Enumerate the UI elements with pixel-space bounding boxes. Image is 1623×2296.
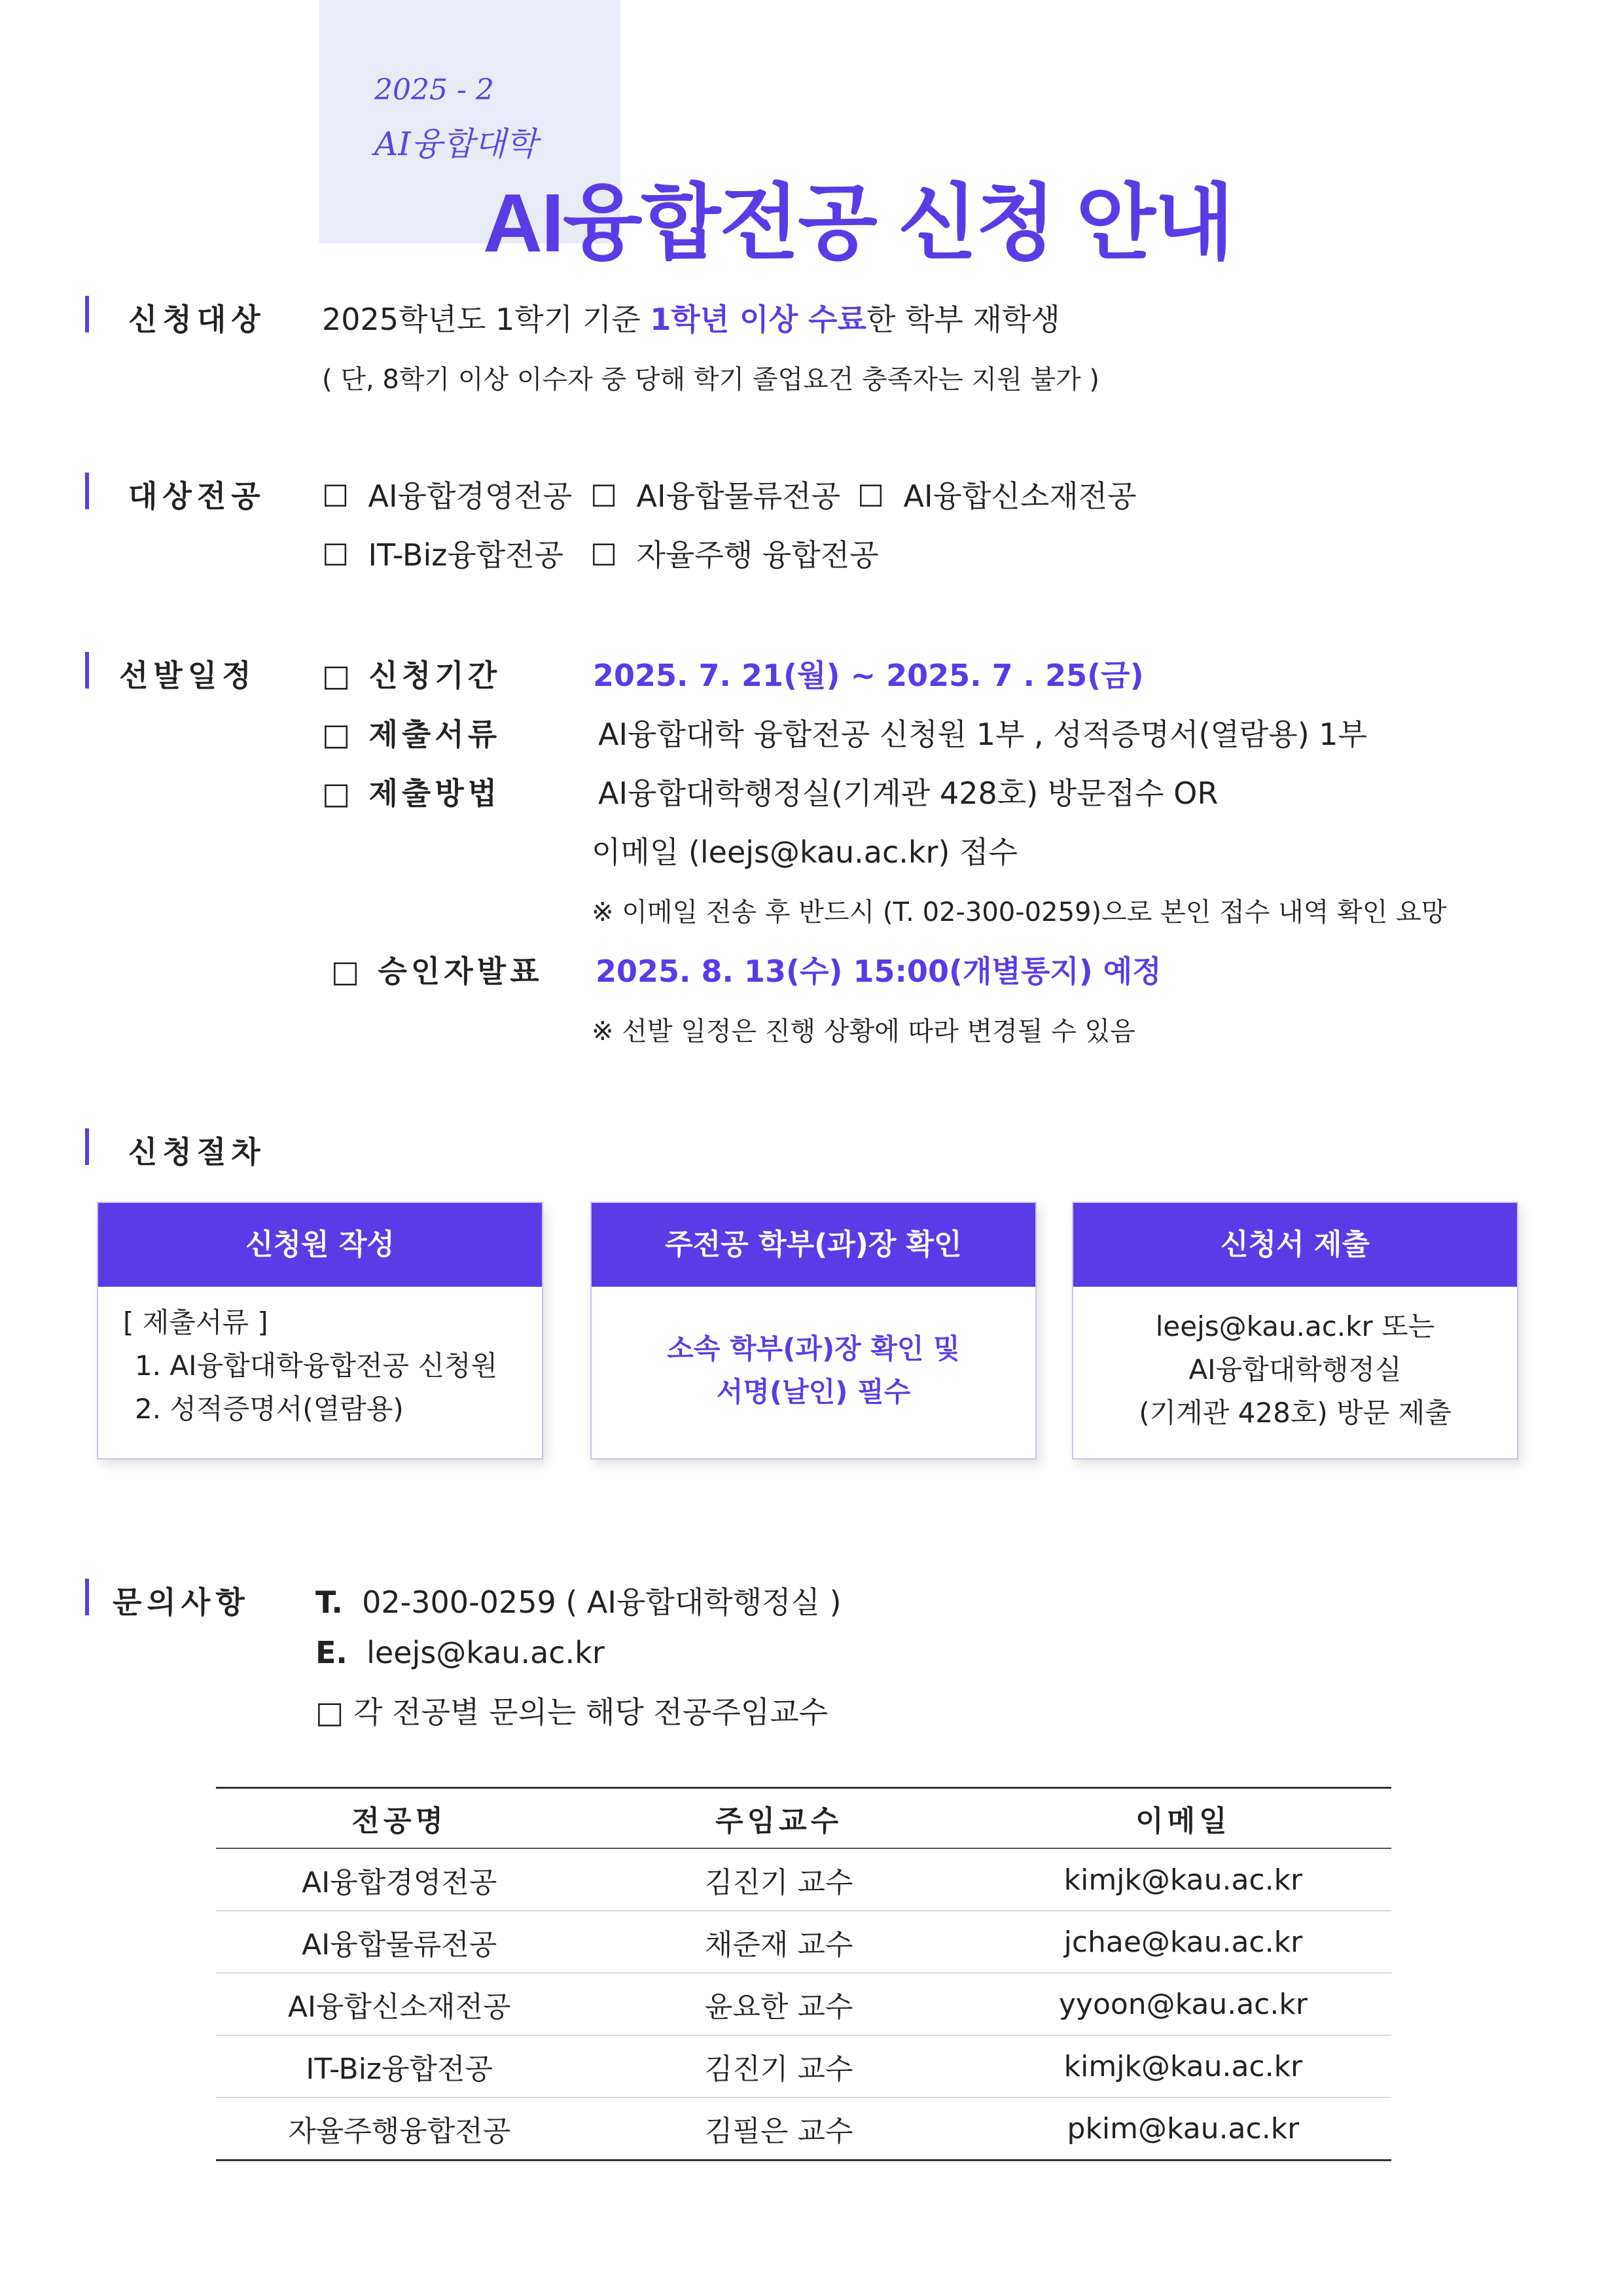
major-checkbox[interactable]: ☐ IT-Biz융합전공 [322, 537, 564, 573]
email-cell[interactable]: kimjk@kau.ac.kr [975, 2036, 1391, 2098]
eligibility-line2: ( 단, 8학기 이상 이수자 중 당해 학기 졸업요건 충족자는 지원 불가 ) [322, 365, 1099, 395]
method-value: AI융합대학행정실(기계관 428호) 방문접수 OR [598, 776, 1219, 811]
step-line: 서명(날인) 필수 [716, 1376, 911, 1408]
step-line: 소속 학부(과)장 확인 및 [667, 1333, 960, 1365]
section-bar [85, 296, 89, 332]
major-checkbox[interactable]: ☐ 자율주행 융합전공 [590, 537, 879, 573]
email-cell[interactable]: pkim@kau.ac.kr [975, 2098, 1391, 2161]
professor-cell: 김진기 교수 [582, 1848, 974, 1911]
eligibility-line1: 2025학년도 1학기 기준 1학년 이상 수료한 학부 재학생 [322, 302, 1060, 337]
docs-value: AI융합대학 융합전공 신청원 1부 , 성적증명서(열람용) 1부 [598, 717, 1367, 752]
step-card-1 [97, 1202, 543, 1460]
contact-note: □ 각 전공별 문의는 해당 전공주임교수 [315, 1695, 829, 1730]
section-label-majors: 대상전공 [128, 478, 266, 514]
period-value: 2025. 7. 21(월) ~ 2025. 7 . 25(금) [593, 658, 1144, 693]
section-bar [85, 652, 89, 689]
major-cell: 자율주행융합전공 [216, 2098, 582, 2161]
docs-label: □ 제출서류 [322, 717, 501, 752]
table-row [216, 1911, 1391, 1973]
major-cell: AI융합신소재전공 [216, 1973, 582, 2036]
announce-note: ※ 선발 일정은 진행 상황에 따라 변경될 수 있음 [592, 1016, 1135, 1047]
step-line: 1. AI융합대학융합전공 신청원 [135, 1350, 498, 1382]
section-bar [85, 1579, 89, 1615]
email-cell[interactable]: yyoon@kau.ac.kr [975, 1973, 1391, 2036]
major-checkbox[interactable]: ☐ AI융합신소재전공 [857, 478, 1137, 514]
college-tag: AI융합대학 [374, 125, 538, 163]
table-row [216, 1973, 1391, 2036]
table-row [216, 1848, 1391, 1911]
section-label-procedure: 신청절차 [128, 1134, 266, 1170]
step-line: leejs@kau.ac.kr 또는 [1155, 1310, 1435, 1342]
method-note: ※ 이메일 전송 후 반드시 (T. 02-300-0259)으로 본인 접수 내역 확인 요망 [592, 897, 1447, 927]
professor-cell: 김필은 교수 [582, 2098, 974, 2161]
step-line: [ 제출서류 ] [123, 1306, 268, 1338]
major-checkbox[interactable]: ☐ AI융합물류전공 [590, 478, 841, 514]
section-label-eligibility: 신청대상 [128, 302, 266, 337]
method-label: □ 제출방법 [322, 776, 501, 811]
contact-email[interactable]: E. leejs@kau.ac.kr [315, 1635, 605, 1670]
section-bar [85, 473, 89, 509]
step-title: 신청서 제출 [1073, 1203, 1517, 1287]
professor-contact-table [216, 1787, 1391, 2161]
email-cell[interactable]: jchae@kau.ac.kr [975, 1911, 1391, 1973]
column-header: 이메일 [975, 1788, 1391, 1849]
step-title: 주전공 학부(과)장 확인 [592, 1203, 1035, 1287]
step-line: AI융합대학행정실 [1188, 1354, 1402, 1386]
step-title: 신청원 작성 [98, 1203, 542, 1287]
contact-tel: T. 02-300-0259 ( AI융합대학행정실 ) [315, 1585, 842, 1620]
page-title: AI융합전공 신청 안내 [483, 177, 1233, 269]
professor-cell: 김진기 교수 [582, 2036, 974, 2098]
section-bar [85, 1128, 89, 1165]
section-label-schedule: 선발일정 [119, 658, 257, 693]
year-tag: 2025 - 2 [374, 73, 494, 107]
major-cell: IT-Biz융합전공 [216, 2036, 582, 2098]
announce-value: 2025. 8. 13(수) 15:00(개별통지) 예정 [596, 954, 1162, 989]
professor-cell: 윤요한 교수 [582, 1973, 974, 2036]
major-cell: AI융합경영전공 [216, 1848, 582, 1911]
method-email: 이메일 (leejs@kau.ac.kr) 접수 [592, 834, 1018, 870]
professor-cell: 채준재 교수 [582, 1911, 974, 1973]
table-row [216, 2098, 1391, 2161]
column-header: 전공명 [216, 1788, 582, 1849]
period-label: □ 신청기간 [322, 658, 501, 693]
step-line: (기계관 428호) 방문 제출 [1139, 1397, 1452, 1429]
major-cell: AI융합물류전공 [216, 1911, 582, 1973]
announce-label: □ 승인자발표 [331, 954, 543, 989]
table-row [216, 2036, 1391, 2098]
email-cell[interactable]: kimjk@kau.ac.kr [975, 1848, 1391, 1911]
major-checkbox[interactable]: ☐ AI융합경영전공 [322, 478, 573, 514]
step-card-3 [1072, 1202, 1518, 1460]
section-label-contact: 문의사항 [113, 1585, 250, 1620]
column-header: 주임교수 [582, 1788, 974, 1849]
table-header-row [216, 1788, 1391, 1849]
step-card-2 [590, 1202, 1037, 1460]
step-line: 2. 성적증명서(열람용) [135, 1393, 404, 1425]
